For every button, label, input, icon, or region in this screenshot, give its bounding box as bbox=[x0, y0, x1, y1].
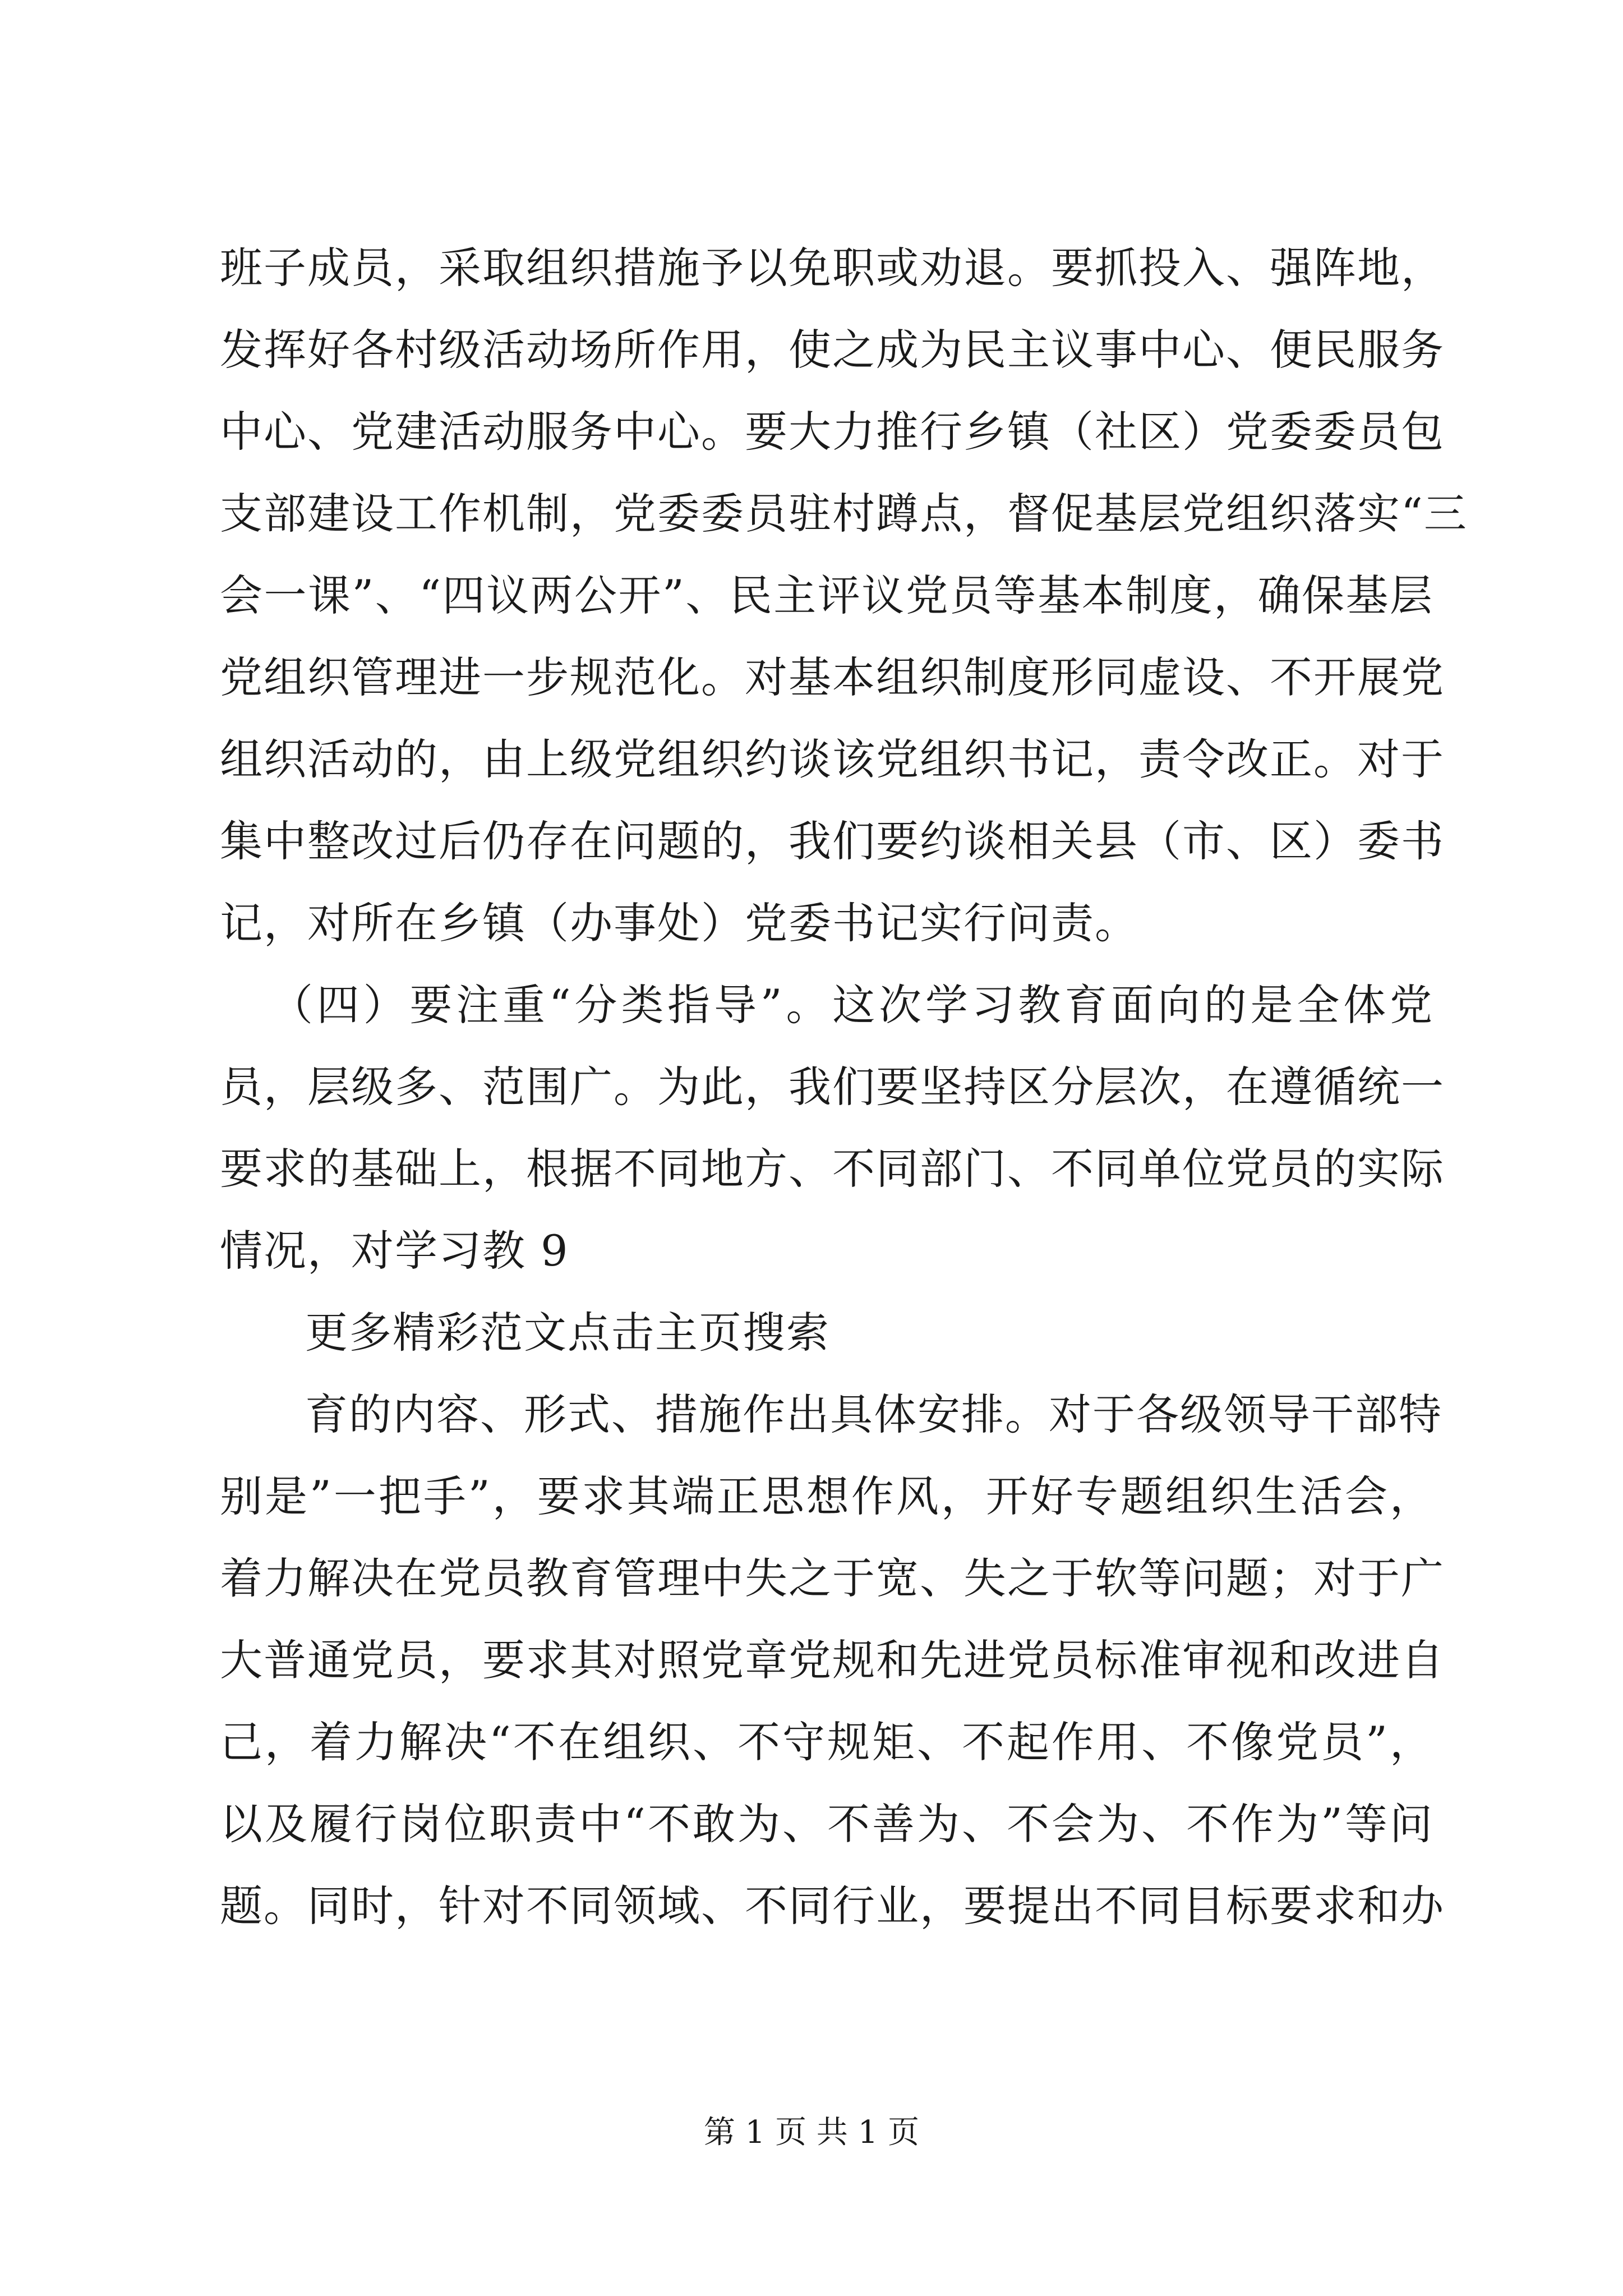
text-line: 党组织管理进一步规范化。对基本组织制度形同虚设、不开展党 bbox=[220, 652, 1445, 702]
text-line: 班子成员，采取组织措施予以免职或劝退。要抓投入、强阵地， bbox=[220, 243, 1445, 293]
text-line: 着力解决在党员教育管理中失之于宽、失之于软等问题；对于广 bbox=[220, 1553, 1445, 1603]
text-line: 支部建设工作机制，党委委员驻村蹲点，督促基层党组织落实“三 bbox=[220, 489, 1468, 539]
text-line: 会一课”、“四议两公开”、民主评议党员等基本制度，确保基层 bbox=[220, 570, 1433, 620]
text-line: 集中整改过后仍存在问题的，我们要约谈相关县（市、区）委书 bbox=[220, 816, 1445, 866]
text-line: 情况，对学习教 9 bbox=[220, 1226, 569, 1276]
text-line: 别是”一把手”，要求其端正思想作风，开好专题组织生活会， bbox=[220, 1471, 1433, 1521]
text-line: 记，对所在乡镇（办事处）党委书记实行问责。 bbox=[220, 898, 1138, 948]
text-line: 组织活动的，由上级党组织约谈该党组织书记，责令改正。对于 bbox=[220, 734, 1445, 784]
text-line: 题。同时，针对不同领域、不同行业，要提出不同目标要求和办 bbox=[220, 1881, 1445, 1931]
text-line: 发挥好各村级活动场所作用，使之成为民主议事中心、便民服务 bbox=[220, 325, 1445, 375]
text-line: 育的内容、形式、措施作出具体安排。对于各级领导干部特 bbox=[305, 1389, 1442, 1439]
promo-line: 更多精彩范文点击主页搜索 bbox=[305, 1308, 830, 1358]
section-heading-line: （四）要注重“分类指导”。这次学习教育面向的是全体党 bbox=[270, 980, 1433, 1030]
text-line: 员，层级多、范围广。为此，我们要坚持区分层次，在遵循统一 bbox=[220, 1062, 1445, 1112]
text-line: 以及履行岗位职责中“不敢为、不善为、不会为、不作为”等问 bbox=[220, 1799, 1433, 1849]
page-footer: 第 1 页 共 1 页 bbox=[703, 2114, 920, 2151]
text-line: 大普通党员，要求其对照党章党规和先进党员标准审视和改进自 bbox=[220, 1635, 1445, 1685]
text-line: 中心、党建活动服务中心。要大力推行乡镇（社区）党委委员包 bbox=[220, 407, 1445, 457]
text-line: 要求的基础上，根据不同地方、不同部门、不同单位党员的实际 bbox=[220, 1144, 1445, 1194]
text-line: 己，着力解决“不在组织、不守规矩、不起作用、不像党员”， bbox=[220, 1717, 1433, 1767]
body-text bbox=[220, 227, 1468, 1947]
